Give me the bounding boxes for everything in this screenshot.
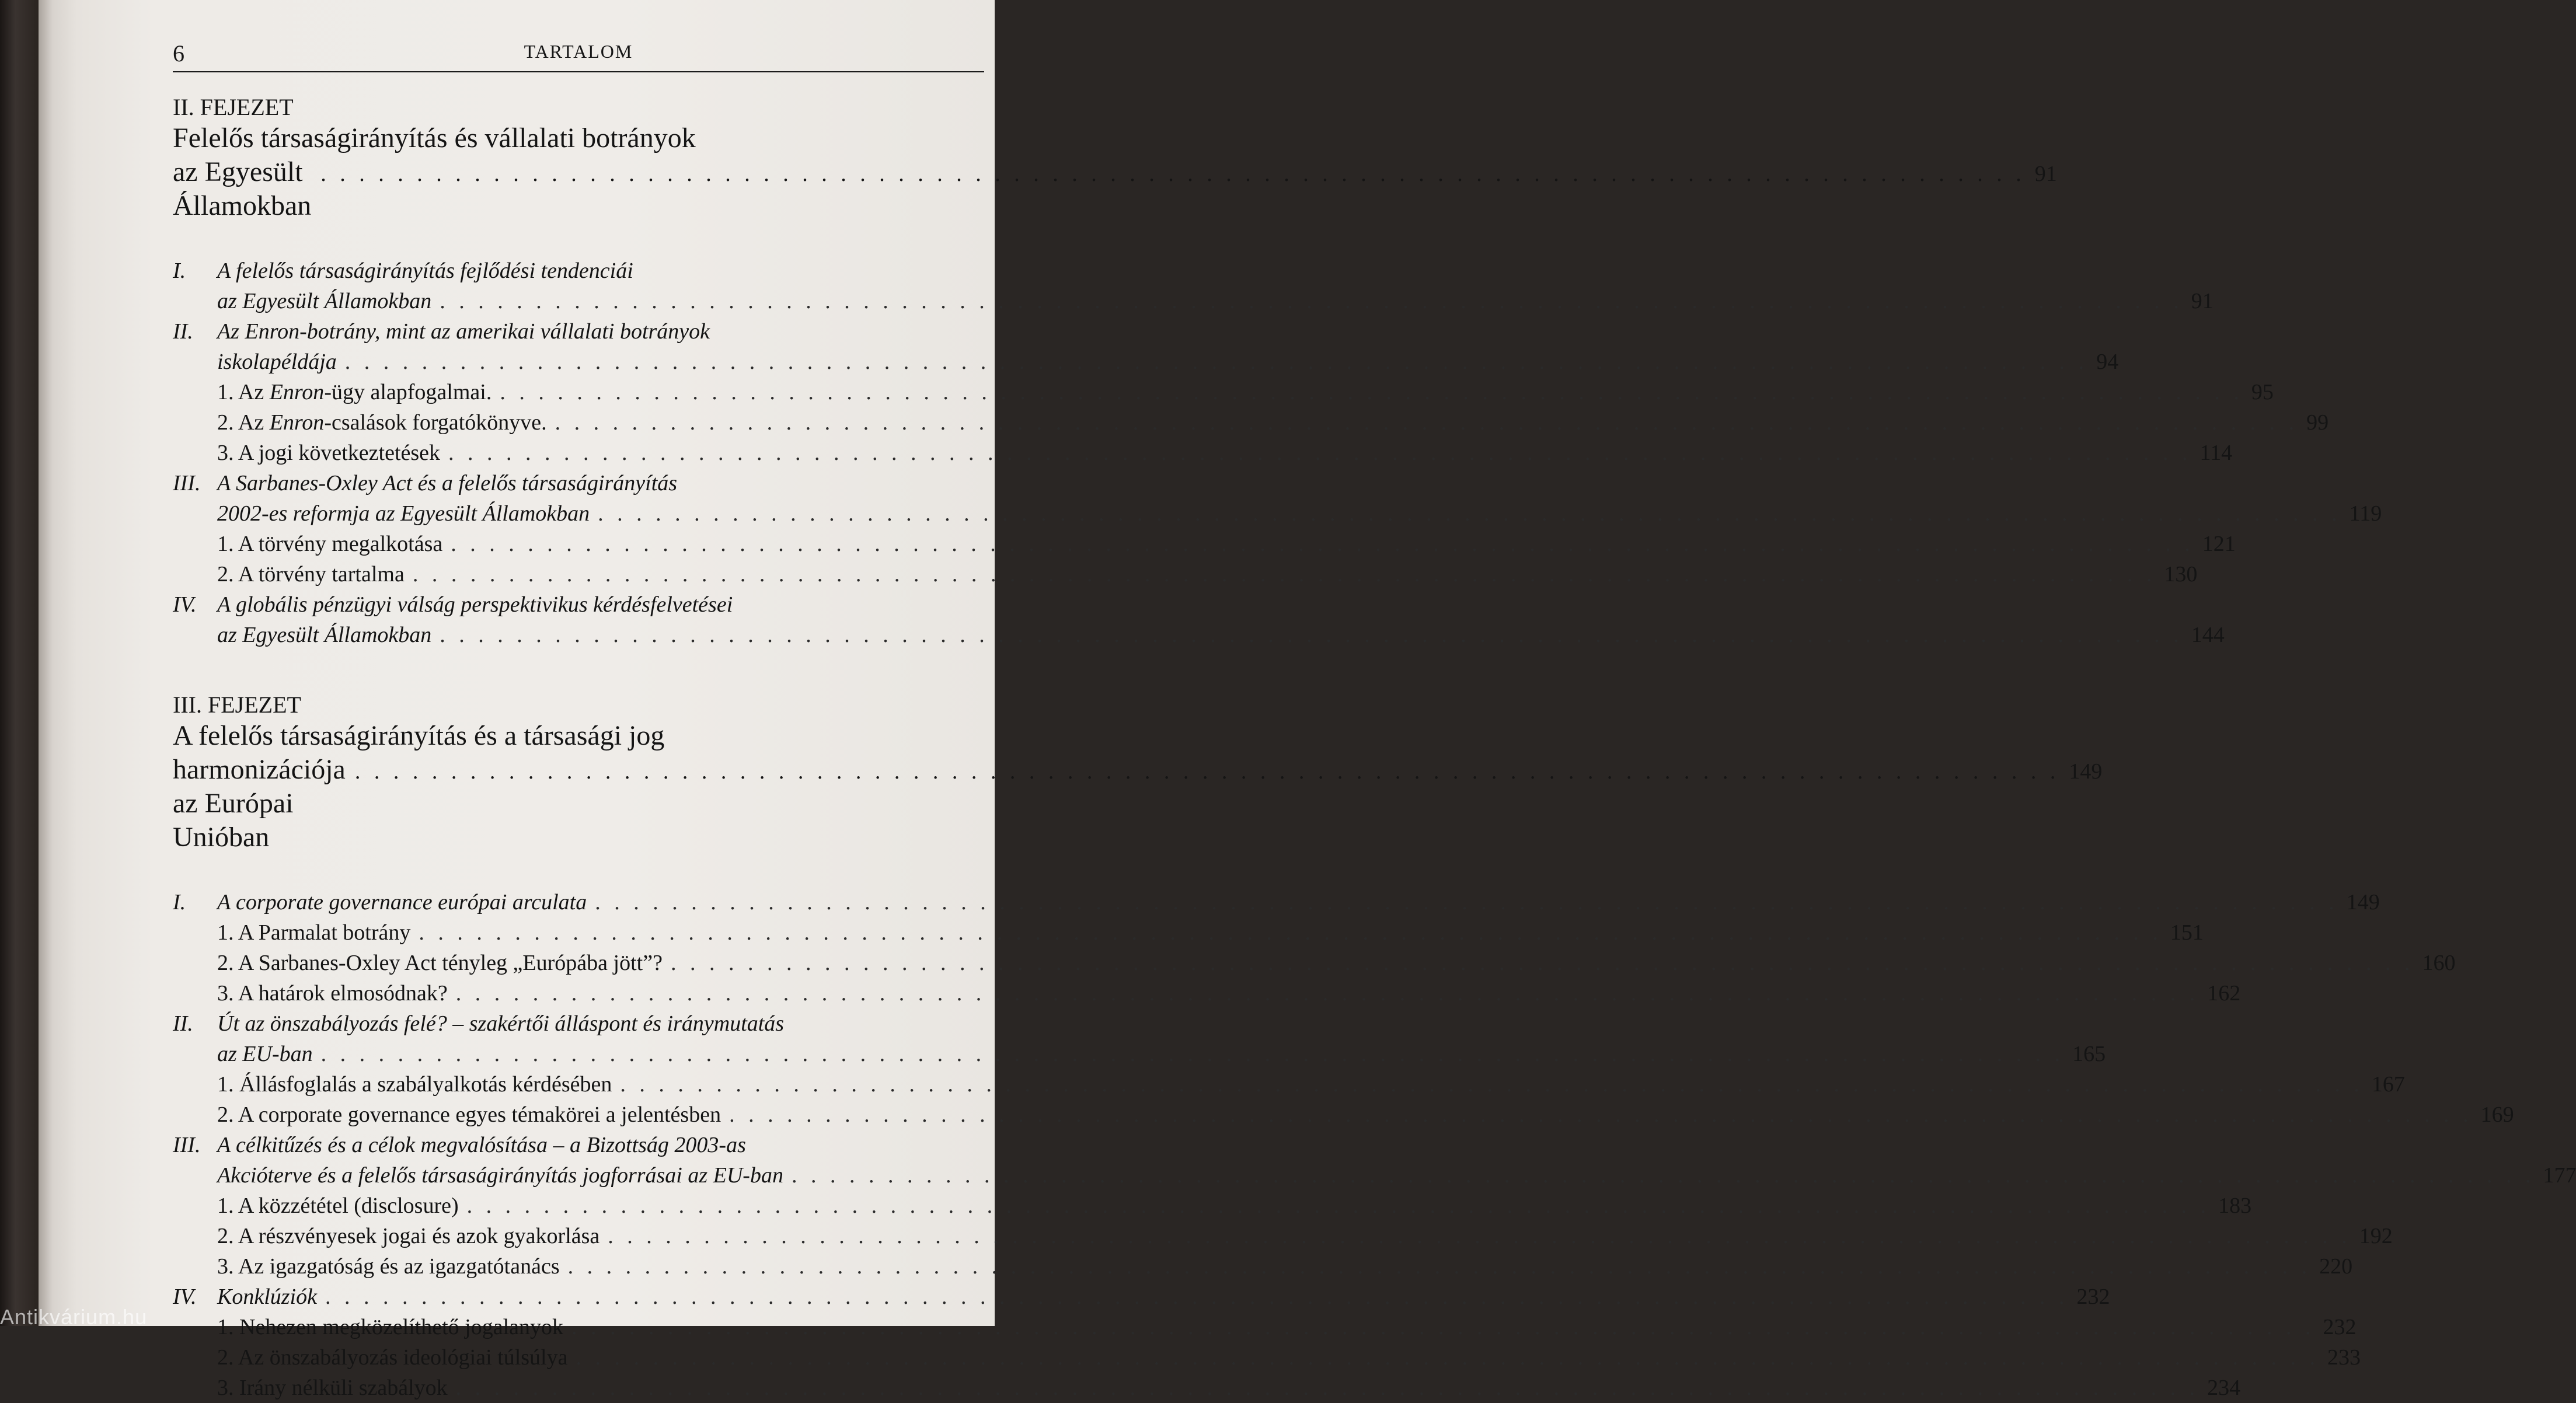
- dot-leader: [571, 1312, 2315, 1342]
- chapter-title-line: az Egyesült Államokban: [173, 156, 312, 221]
- chapter-title-gap: [173, 854, 987, 887]
- section-page-number: 177: [2543, 1163, 2576, 1188]
- section-page-number: 165: [2072, 1042, 2106, 1066]
- subsection-page-number: 183: [2218, 1193, 2252, 1218]
- subsection-entry: [173, 1312, 2357, 1342]
- subsection-page-number: 167: [2371, 1072, 2405, 1097]
- chapter-block: [173, 691, 2576, 1403]
- page-edge-shadow: [39, 0, 53, 1326]
- section-title: az Egyesült Államokban: [217, 289, 432, 313]
- subsection-page-number: 160: [2422, 951, 2456, 975]
- subsection-title: [217, 948, 663, 978]
- section-entry-line: [173, 589, 987, 620]
- chapter-title-line: Felelős társaságirányítás és vállalati botrányok: [173, 123, 696, 153]
- table-of-contents: [173, 93, 2576, 1403]
- section-entry-line: [173, 316, 987, 347]
- subsection-title-part: 1. A Parmalat botrány: [217, 920, 411, 945]
- subsection-title: [217, 438, 440, 468]
- dot-leader: [345, 347, 2089, 377]
- subsection-title: [217, 1100, 721, 1130]
- dot-leader: [355, 755, 2060, 788]
- book-page: [39, 0, 2576, 1400]
- section-entry-line: [173, 1160, 2576, 1191]
- page-header: [173, 36, 984, 72]
- subsection-title-part: 3. Irány nélküli szabályok: [217, 1376, 448, 1400]
- dot-leader: [671, 948, 2414, 978]
- dot-leader: [467, 1191, 2211, 1221]
- section-title: Az Enron-botrány, mint az amerikai vállalati botrányok: [217, 319, 710, 344]
- subsection-title-part: -csalások forgatókönyve.: [324, 410, 547, 435]
- section-title: A globális pénzügyi válság perspektivikus kérdésfelvetései: [217, 592, 733, 617]
- dot-leader: [598, 498, 2341, 529]
- dot-leader: [321, 1039, 2065, 1069]
- subsection-title: [217, 1312, 563, 1342]
- chapter-gap: [173, 650, 987, 691]
- subsection-title: [217, 1191, 459, 1221]
- section-page-number: 91: [2191, 289, 2214, 313]
- dot-leader: [456, 1373, 2199, 1403]
- section-number: III.: [173, 471, 201, 495]
- subsection-page-number: 220: [2319, 1254, 2353, 1279]
- chapter-block: [173, 93, 2382, 650]
- running-title: TARTALOM: [524, 41, 633, 62]
- subsection-page-number: 162: [2207, 981, 2241, 1006]
- subsection-entry: [173, 1221, 2393, 1251]
- chapter-title-line: harmonizációja az Európai Unióban: [173, 754, 346, 853]
- section-number: III.: [173, 1133, 201, 1157]
- subsection-page-number: 95: [2251, 380, 2274, 404]
- subsection-title-part: 2. A corporate governance egyes témakörei a jelentésben: [217, 1102, 721, 1127]
- subsection-title-part: 3. A jogi következtetések: [217, 441, 441, 465]
- page-number: 6: [173, 40, 184, 67]
- subsection-title: [217, 1251, 560, 1282]
- subsection-entry: [173, 438, 2233, 468]
- subsection-page-number: 192: [2359, 1224, 2393, 1248]
- section-page-number: 232: [2076, 1285, 2110, 1309]
- subsection-entry: [173, 1373, 2241, 1403]
- section-number: II.: [173, 319, 193, 344]
- subsection-page-number: 130: [2164, 562, 2198, 587]
- subsection-title-part: 2. A részvényesek jogai és azok gyakorlása: [217, 1224, 600, 1248]
- section-title: az EU-ban: [217, 1042, 313, 1066]
- section-entry-line: [173, 347, 2119, 377]
- subsection-title-emphasis: Enron: [269, 410, 325, 435]
- subsection-title: [217, 407, 547, 438]
- section-title: iskolapéldája: [217, 350, 337, 374]
- dot-leader: [440, 620, 2183, 650]
- subsection-title-part: 2. Az: [217, 410, 270, 435]
- subsection-entry: [173, 917, 2204, 948]
- chapter-title-gap: [173, 223, 987, 256]
- chapter-page-number: 149: [2069, 759, 2103, 784]
- dot-leader: [595, 887, 2338, 917]
- section-title: A corporate governance európai arculata: [217, 890, 587, 915]
- subsection-page-number: 151: [2170, 920, 2204, 945]
- dot-leader: [568, 1251, 2312, 1282]
- subsection-title-part: 3. Az igazgatóság és az igazgatótanács: [217, 1254, 560, 1279]
- subsection-entry: [173, 559, 2198, 589]
- section-number: IV.: [173, 1285, 197, 1309]
- dot-leader: [620, 1069, 2364, 1100]
- subsection-title: [217, 377, 492, 407]
- dot-leader: [792, 1160, 2535, 1191]
- section-number: I.: [173, 259, 186, 283]
- section-entry-line: [173, 620, 2225, 650]
- subsection-title-part: 2. Az önszabályozás ideológiai túlsúlya: [217, 1345, 568, 1370]
- section-number: I.: [173, 890, 186, 915]
- subsection-entry: [173, 377, 2274, 407]
- chapter-label: III. FEJEZET: [173, 692, 301, 718]
- dot-leader: [555, 407, 2299, 438]
- section-entry-line: [173, 887, 2380, 917]
- section-entry-line: [173, 468, 987, 498]
- subsection-page-number: 232: [2323, 1315, 2357, 1339]
- subsection-title-part: 1. A közzététel (disclosure): [217, 1193, 459, 1218]
- dot-leader: [608, 1221, 2351, 1251]
- subsection-entry: [173, 1069, 2405, 1100]
- subsection-page-number: 99: [2306, 410, 2329, 435]
- dot-leader: [500, 377, 2243, 407]
- chapter-title-line: A felelős társaságirányítás és a társasági jog: [173, 720, 665, 751]
- section-page-number: 144: [2191, 623, 2225, 647]
- dot-leader: [576, 1342, 2319, 1373]
- subsection-page-number: 114: [2199, 441, 2233, 465]
- section-entry-line: [173, 1008, 987, 1039]
- dot-leader: [413, 559, 2156, 589]
- section-page-number: 94: [2096, 350, 2119, 374]
- dot-leader: [419, 917, 2162, 948]
- subsection-entry: [173, 1342, 2361, 1373]
- subsection-title: [217, 529, 442, 559]
- chapter-title-row: [173, 155, 2057, 223]
- subsection-entry: [173, 1100, 2514, 1130]
- subsection-title: [217, 559, 405, 589]
- section-title: az Egyesült Államokban: [217, 623, 432, 647]
- dot-leader: [325, 1282, 2069, 1312]
- subsection-title-part: 1. Az: [217, 380, 270, 404]
- section-title: 2002-es reformja az Egyesült Államokban: [217, 501, 590, 526]
- subsection-entry: [173, 407, 2329, 438]
- subsection-title-part: 1. Nehezen megközelíthető jogalanyok: [217, 1315, 564, 1339]
- subsection-page-number: 169: [2480, 1102, 2514, 1127]
- subsection-title-part: -ügy alapfogalmai.: [324, 380, 492, 404]
- subsection-title: [217, 1221, 599, 1251]
- subsection-entry: [173, 529, 2236, 559]
- subsection-entry: [173, 978, 2241, 1008]
- subsection-entry: [173, 948, 2456, 978]
- section-entry-line: [173, 286, 2214, 316]
- dot-leader: [320, 157, 2026, 191]
- watermark: Antikvárium.hu: [0, 1305, 148, 1329]
- dot-leader: [448, 438, 2192, 468]
- dot-leader: [440, 286, 2183, 316]
- subsection-page-number: 121: [2202, 532, 2236, 556]
- section-entry-line: [173, 1130, 987, 1160]
- subsection-entry: [173, 1251, 2353, 1282]
- dot-leader: [729, 1100, 2473, 1130]
- section-entry-line: [173, 1282, 2110, 1312]
- dot-leader: [456, 978, 2199, 1008]
- section-title: A felelős társaságirányítás fejlődési tendenciái: [217, 259, 633, 283]
- subsection-page-number: 234: [2207, 1376, 2241, 1400]
- subsection-entry: [173, 1191, 2252, 1221]
- section-title: Konklúziók: [217, 1285, 317, 1309]
- subsection-title-part: 1. Állásfoglalás a szabályalkotás kérdésében: [217, 1072, 612, 1097]
- section-entry-line: [173, 498, 2382, 529]
- subsection-title: [217, 1373, 448, 1403]
- section-page-number: 149: [2346, 890, 2380, 915]
- subsection-title: [217, 978, 448, 1008]
- book-binding: [0, 0, 39, 1326]
- section-number: IV.: [173, 592, 197, 617]
- chapter-page-number: 91: [2034, 162, 2057, 186]
- subsection-title-part: 2. A törvény tartalma: [217, 562, 405, 587]
- dot-leader: [451, 529, 2194, 559]
- chapter-label: II. FEJEZET: [173, 94, 294, 120]
- chapter-title-row: [173, 753, 2103, 854]
- section-title: A Sarbanes-Oxley Act és a felelős társaságirányítás: [217, 471, 678, 495]
- subsection-title-part: 3. A határok elmosódnak?: [217, 981, 448, 1006]
- subsection-title: [217, 1069, 612, 1100]
- subsection-title: [217, 917, 410, 948]
- section-title: A célkitűzés és a célok megvalósítása – a Bizottság 2003-as: [217, 1133, 746, 1157]
- subsection-title-part: 1. A törvény megalkotása: [217, 532, 443, 556]
- section-title: Akcióterve és a felelős társaságirányítás jogforrásai az EU-ban: [217, 1163, 783, 1188]
- section-title: Út az önszabályozás felé? – szakértői álláspont és iránymutatás: [217, 1011, 785, 1036]
- section-entry-line: [173, 256, 987, 286]
- section-number: II.: [173, 1011, 193, 1036]
- section-page-number: 119: [2349, 501, 2382, 526]
- section-entry-line: [173, 1039, 2106, 1069]
- subsection-title-emphasis: Enron: [269, 380, 325, 404]
- subsection-page-number: 233: [2327, 1345, 2361, 1370]
- subsection-title-part: 2. A Sarbanes-Oxley Act tényleg „Európába jött”?: [217, 951, 663, 975]
- subsection-title: [217, 1342, 567, 1373]
